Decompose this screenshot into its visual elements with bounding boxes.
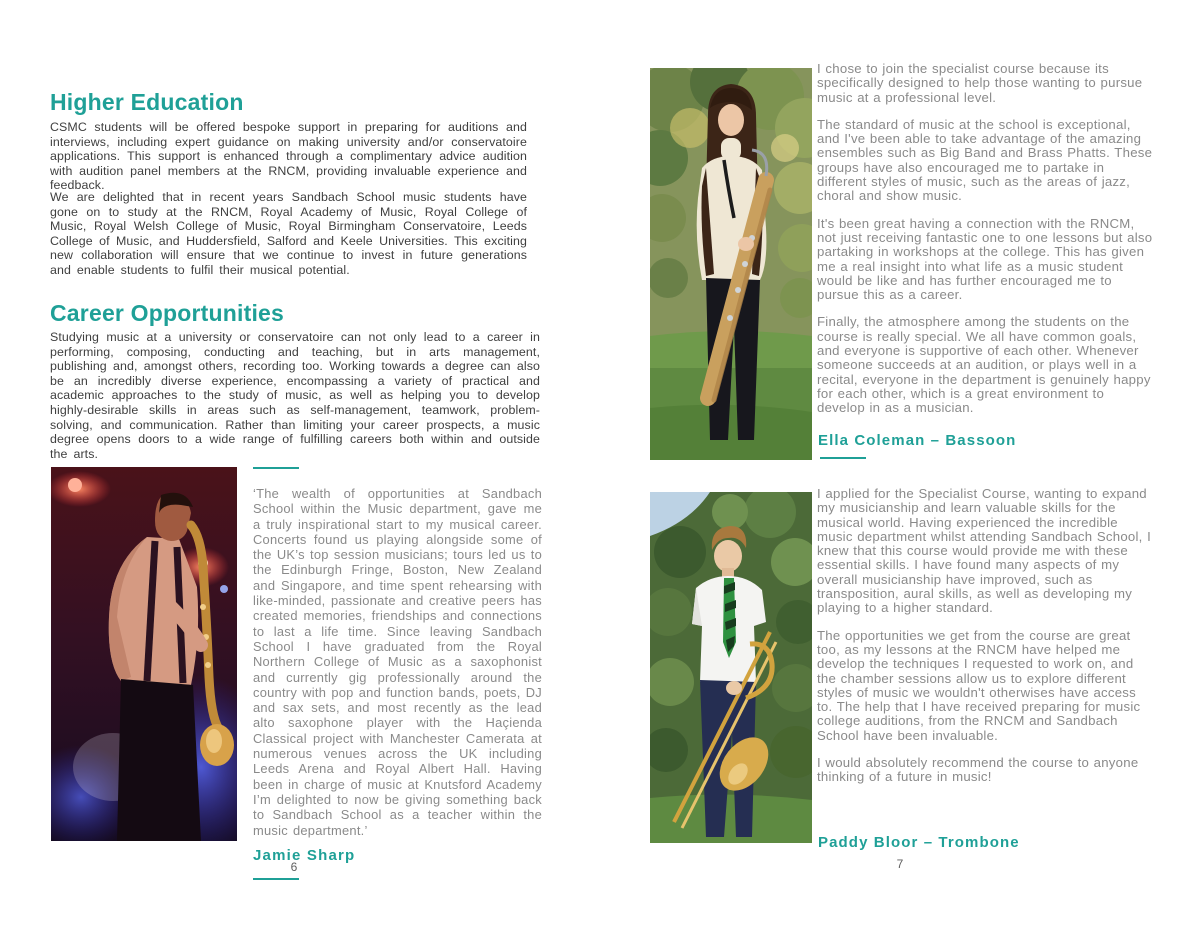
ella-paragraph-3: It's been great having a connection with the RNCM, not just receiving fantastic one to one lessons but also partaking in workshops at the college. This has given me a real insight into what life as a music student would be like and has further encouraged me to pursue this as a career.	[817, 215, 1153, 303]
ella-coleman-testimonial	[817, 62, 1153, 429]
divider-rule	[253, 878, 299, 880]
paddy-paragraph-1: I applied for the Specialist Course, wanting to expand my musicianship and learn valuable skills for the musical world. Having experienced the incredible music department whilst attending Sandbach School, I knew that this course would provide me with these essential skills. I have found many aspects of my overall musicianship have improved, such as transposition, aural skills, as well as developing my playing to a higher standard.	[817, 486, 1152, 616]
heading-higher-education: Higher Education	[50, 89, 244, 115]
career-opportunities-paragraph: Studying music at a university or conservatoire can not only lead to a career in performing, composing, conducting and teaching, but in arts management, publishing and, amongst others, recording too. Working towards a degree can also be an incredibly diverse experience, encompassing a variety of practical and academic approaches to the study of music, as well as helping you to develop highly-desirable skills in areas such as self-management, teamwork, problem-solving, and communication. Rather than limiting your career prospects, a music degree opens doors to a wide range of fulfilling careers both within and outside the arts.	[50, 330, 540, 461]
paddy-bloor-testimonial	[817, 487, 1153, 798]
ella-coleman-name: Ella Coleman – Bassoon	[818, 432, 1017, 449]
higher-education-paragraph-1: CSMC students will be offered bespoke support in preparing for auditions and interviews, including expert guidance on making university and/or conservatoire applications. This support is enhanced through a complimentary advice audition with audition panel members at the RNCM, providing invaluable experience and feedback.	[50, 120, 527, 193]
paddy-bloor-photo	[650, 492, 812, 843]
ella-paragraph-2: The standard of music at the school is exceptional, and I've been able to take advantage of the amazing ensembles such as Big Band and Brass Phatts. These groups have also encouraged me to partake in different styles of music, such as the areas of jazz, choral and show music.	[817, 116, 1153, 204]
jamie-sharp-name: Jamie Sharp	[253, 846, 356, 864]
paddy-paragraph-3: I would absolutely recommend the course to anyone thinking of a future in music!	[817, 755, 1139, 785]
page-number-right: 7	[896, 857, 904, 871]
jamie-sharp-photo	[51, 467, 237, 841]
paddy-bloor-name: Paddy Bloor – Trombone	[818, 834, 1020, 851]
page-number-left: 6	[290, 860, 298, 874]
jamie-sharp-quote: ‘The wealth of opportunities at Sandbach School within the Music department, gave me a truly inspirational start to my musical career. Concerts found us playing alongside some of the UK’s top session musicians; tours led us to the Edinburgh Fringe, Boston, New Zealand and Singapore, and time spent rehearsing with like-minded, passionate and creative peers has created memories, friendships and connections to last a life time. Since leaving Sandbach School I have graduated from the Royal Northern College of Music as a saxophonist and currently gig professionally around the country with pop and function bands, poets, DJ and sax sets, and most recently as the lead alto saxophone player with the Haçienda Classical project with Manchester Camerata at numerous venues across the UK including Leeds Arena and Royal Albert Hall. Having been in charge of music at Knutsford Academy I’m delighted to now be giving something back to Sandbach School as a teacher within the music department.’	[253, 486, 542, 838]
divider-rule	[253, 467, 299, 469]
ella-coleman-photo	[650, 68, 812, 460]
paddy-paragraph-2: The opportunities we get from the course are great too, as my lessons at the RNCM have helped me develop the techniques I requested to work on, and the chamber sessions allow us to explore different styles of music we wouldn't otherwises have access to. The help that I have received preparing for music college auditions, from the RNCM and Sandbach School have been invaluable.	[817, 627, 1141, 743]
ella-paragraph-4: Finally, the atmosphere among the students on the course is really special. We all have common goals, and everyone is supportive of each other. Whenever someone succeeds at an audition, or plays well in a recital, everyone in the department is genuinely happy for each other, which is a great environment to develop in as a musician.	[817, 314, 1151, 416]
divider-rule	[820, 457, 866, 459]
higher-education-paragraph-2: We are delighted that in recent years Sandbach School music students have gone on to study at the RNCM, Royal Academy of Music, Royal College of Music, Royal Welsh College of Music, Royal Birmingham Conservatoire, Leeds College of Music, and Huddersfield, Salford and Keele Universities. This exciting new collaboration will ensure that we continue to invest in future generations and enable students to fulfil their musical potential.	[50, 190, 527, 277]
jamie-sharp-testimonial	[253, 467, 542, 880]
ella-paragraph-1: I chose to join the specialist course because its specifically designed to help those wanting to pursue music at a professional level.	[817, 61, 1143, 105]
heading-career-opportunities: Career Opportunities	[50, 300, 285, 326]
